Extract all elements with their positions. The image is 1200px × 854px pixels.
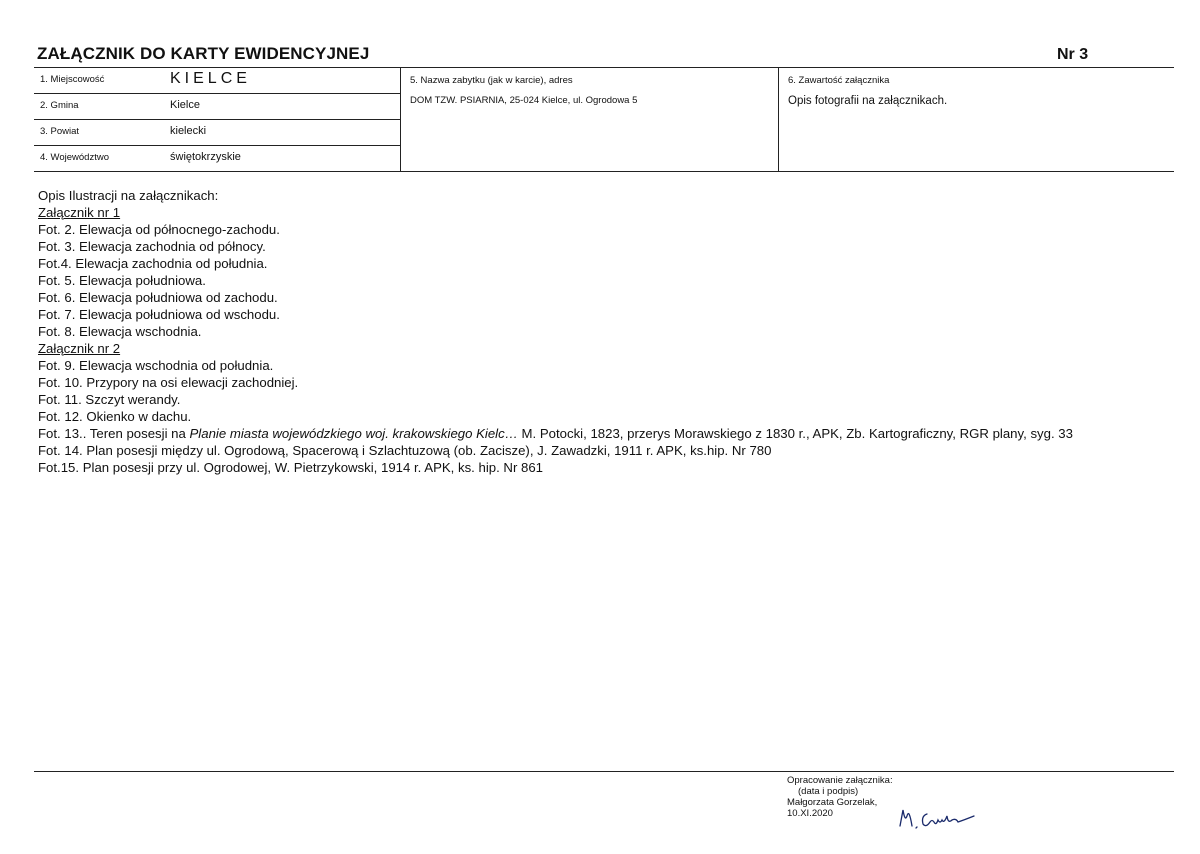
row-miejscowosc: [34, 68, 400, 94]
illustration-description: [38, 187, 1168, 476]
attachment-number: Nr 3: [1057, 46, 1089, 63]
caption-suffix: M. Potocki, 1823, przerys Morawskiego z 1830 r., APK, Zb. Kartograficzny, RGR plany, syg. 33: [517, 426, 1073, 441]
author-name: Małgorzata Gorzelak,: [787, 797, 878, 808]
row-gmina: [34, 94, 400, 120]
row-powiat: [34, 120, 400, 146]
row-value: świętokrzyskie: [170, 151, 241, 163]
row-value: KIELCE: [170, 70, 251, 87]
photo-caption: Fot. 6. Elewacja południowa od zachodu.: [38, 290, 278, 305]
column-divider: [778, 68, 779, 171]
attachment-heading: Załącznik nr 2: [38, 341, 121, 356]
photo-caption: Fot.4. Elewacja zachodnia od południa.: [38, 256, 268, 271]
photo-caption: Fot. 3. Elewacja zachodnia od północy.: [38, 239, 266, 254]
photo-caption: Fot. 5. Elewacja południowa.: [38, 273, 206, 288]
row-label: 2. Gmina: [40, 100, 79, 111]
row-value: kielecki: [170, 125, 207, 137]
location-column: [34, 68, 400, 171]
photo-caption: Fot. 2. Elewacja od północnego-zachodu.: [38, 222, 280, 237]
caption-prefix: Fot. 13.. Teren posesji na: [38, 426, 190, 441]
info-table: [34, 67, 1174, 172]
row-label: 4. Województwo: [40, 152, 109, 163]
monument-label: 5. Nazwa zabytku (jak w karcie), adres: [410, 75, 573, 86]
row-value: Kielce: [170, 99, 200, 111]
contents-label: 6. Zawartość załącznika: [788, 75, 890, 86]
footer-divider: [34, 771, 1174, 772]
handwritten-signature: [894, 802, 984, 832]
footer-block: [787, 775, 893, 819]
photo-caption: Fot. 14. Plan posesji między ul. Ogrodową, Spacerową i Szlachtuzową (ob. Zacisze), J. Zawadzki, 1911 r. APK, ks.hip. Nr 780: [38, 443, 772, 458]
caption-italic-title: Planie miasta wojewódzkiego woj. krakowskiego Kielc…: [189, 426, 518, 441]
attachment-heading: Załącznik nr 1: [38, 205, 121, 220]
photo-caption: [38, 425, 1168, 442]
date-signature-label: (data i podpis): [798, 786, 859, 797]
photo-caption: Fot. 8. Elewacja wschodnia.: [38, 324, 202, 339]
photo-caption: Fot. 11. Szczyt werandy.: [38, 392, 181, 407]
photo-caption: Fot. 10. Przypory na osi elewacji zachodniej.: [38, 375, 299, 390]
photo-caption: Fot. 7. Elewacja południowa od wschodu.: [38, 307, 280, 322]
row-wojewodztwo: [34, 146, 400, 171]
monument-value: DOM TZW. PSIARNIA, 25-024 Kielce, ul. Ogrodowa 5: [410, 95, 638, 106]
contents-value: Opis fotografii na załącznikach.: [788, 95, 948, 107]
photo-caption: Fot. 12. Okienko w dachu.: [38, 409, 192, 424]
contents-column: [788, 68, 1174, 171]
prepared-date: 10.XI.2020: [787, 808, 833, 819]
photo-caption: Fot. 9. Elewacja wschodnia od południa.: [38, 358, 274, 373]
row-label: 3. Powiat: [40, 126, 80, 137]
column-divider: [400, 68, 401, 171]
photo-caption: Fot.15. Plan posesji przy ul. Ogrodowej, W. Pietrzykowski, 1914 r. APK, ks. hip. Nr 861: [38, 460, 544, 475]
monument-column: [410, 68, 790, 171]
prepared-by-label: Opracowanie załącznika:: [787, 775, 893, 786]
row-label: 1. Miejscowość: [40, 74, 105, 85]
document-title: ZAŁĄCZNIK DO KARTY EWIDENCYJNEJ: [37, 44, 370, 63]
description-heading: Opis Ilustracji na załącznikach:: [38, 188, 219, 203]
